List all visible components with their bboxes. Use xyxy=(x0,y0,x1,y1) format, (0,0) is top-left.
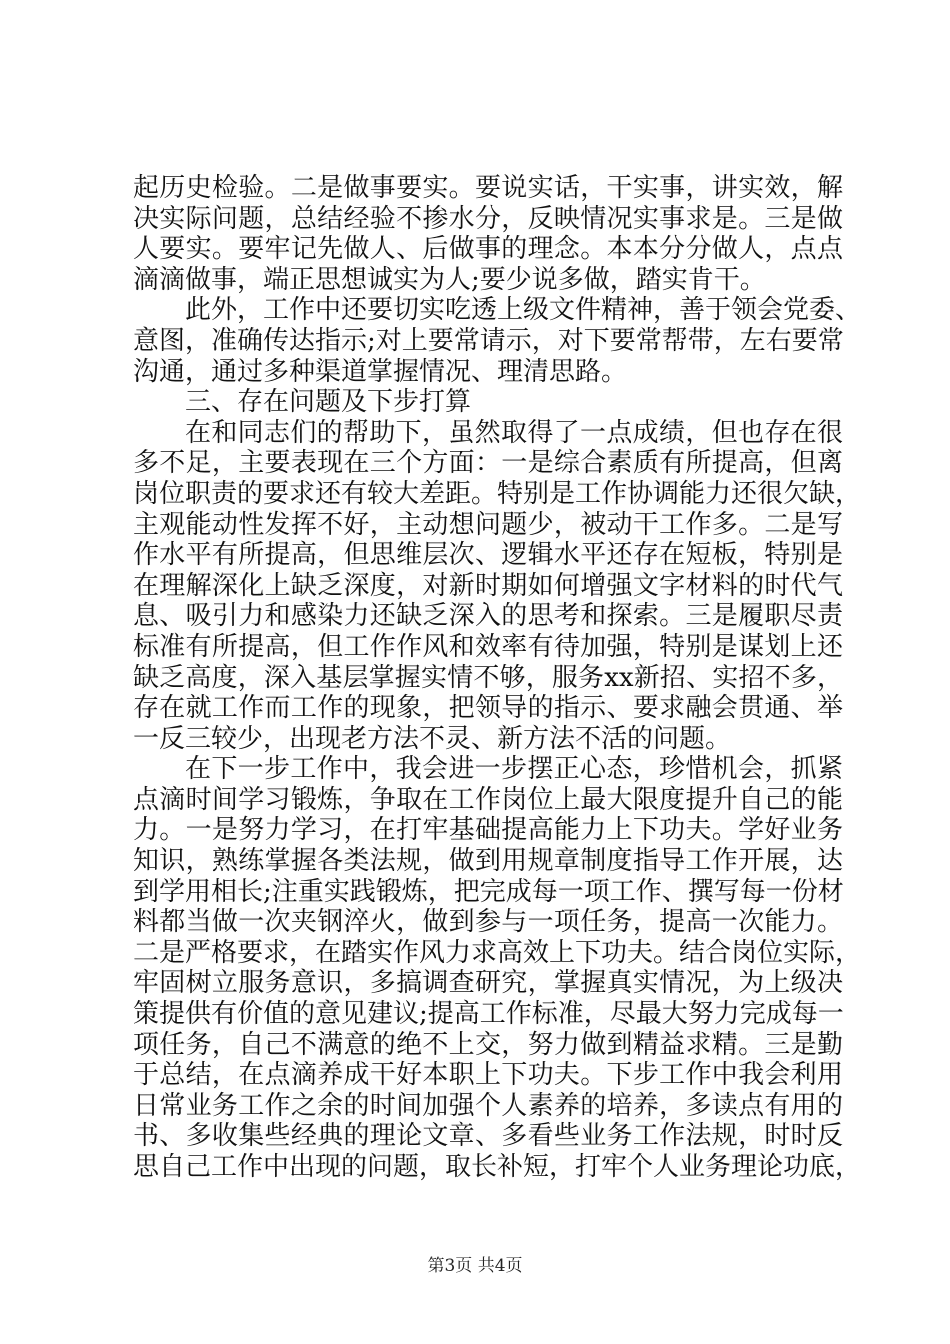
text-line: 作水平有所提高，但思维层次、逻辑水平还存在短板，特别是 xyxy=(133,540,843,571)
text-line: 料都当做一次夹钢淬火，做到参与一项任务，提高一次能力。 xyxy=(133,907,843,938)
text-line: 岗位职责的要求还有较大差距。特别是工作协调能力还很欠缺， xyxy=(133,478,862,509)
text-line: 标准有所提高，但工作作风和效率有待加强，特别是谋划上还 xyxy=(133,631,843,662)
text-line: 在和同志们的帮助下，虽然取得了一点成绩，但也存在很 xyxy=(185,417,843,448)
text-line: 牢固树立服务意识，多搞调查研究，掌握真实情况，为上级决 xyxy=(133,968,843,999)
text-line: 人要实。要牢记先做人、后做事的理念。本本分分做人，点点 xyxy=(133,234,843,265)
page-number-footer: 第3页 共4页 xyxy=(427,1256,523,1276)
text-line: 三、存在问题及下步打算 xyxy=(185,387,472,418)
text-line: 书、多收集些经典的理论文章、多看些业务工作法规，时时反 xyxy=(133,1121,843,1152)
text-line: 存在就工作而工作的现象，把领导的指示、要求融会贯通、举 xyxy=(133,693,843,724)
text-line: 力。一是努力学习，在打牢基础提高能力上下功夫。学好业务 xyxy=(133,815,843,846)
text-line: 多不足，主要表现在三个方面：一是综合素质有所提高，但离 xyxy=(133,448,843,479)
text-line: 沟通，通过多种渠道掌握情况、理清思路。 xyxy=(133,356,628,387)
text-line: 主观能动性发挥不好，主动想问题少，被动干工作多。二是写 xyxy=(133,509,843,540)
text-line: 二是严格要求，在踏实作风力求高效上下功夫。结合岗位实际， xyxy=(133,937,862,968)
text-line: 在理解深化上缺乏深度，对新时期如何增强文字材料的时代气 xyxy=(133,570,843,601)
text-line: 策提供有价值的意见建议;提高工作标准，尽最大努力完成每一 xyxy=(133,999,844,1030)
text-line: 一反三较少，出现老方法不灵、新方法不活的问题。 xyxy=(133,723,732,754)
text-line: 此外，工作中还要切实吃透上级文件精神，善于领会党委、 xyxy=(185,295,862,326)
text-line: 于总结，在点滴养成干好本职上下功夫。下步工作中我会利用 xyxy=(133,1060,843,1091)
text-line: 日常业务工作之余的时间加强个人素养的培养，多读点有用的 xyxy=(133,1090,843,1121)
document-body xyxy=(133,173,862,1183)
text-line: 缺乏高度，深入基层掌握实情不够，服务xx新招、实招不多， xyxy=(133,662,843,693)
text-line: 滴滴做事，端正思想诚实为人;要少说多做，踏实肯干。 xyxy=(133,264,766,295)
text-line: 在下一步工作中，我会进一步摆正心态，珍惜机会，抓紧 xyxy=(185,754,843,785)
text-line: 到学用相长;注重实践锻炼，把完成每一项工作、撰写每一份材 xyxy=(133,876,844,907)
text-line: 思自己工作中出现的问题，取长补短，打牢个人业务理论功底， xyxy=(133,1152,862,1182)
text-line: 点滴时间学习锻炼，争取在工作岗位上最大限度提升自己的能 xyxy=(133,784,843,815)
text-line: 知识，熟练掌握各类法规，做到用规章制度指导工作开展，达 xyxy=(133,846,843,877)
text-line: 项任务，自己不满意的绝不上交，努力做到精益求精。三是勤 xyxy=(133,1029,843,1060)
text-line: 决实际问题，总结经验不掺水分，反映情况实事求是。三是做 xyxy=(133,203,843,234)
text-line: 意图，准确传达指示;对上要常请示，对下要常帮带，左右要常 xyxy=(133,325,844,356)
text-line: 息、吸引力和感染力还缺乏深入的思考和探索。三是履职尽责 xyxy=(133,601,843,632)
text-line: 起历史检验。二是做事要实。要说实话，干实事，讲实效，解 xyxy=(133,173,843,203)
